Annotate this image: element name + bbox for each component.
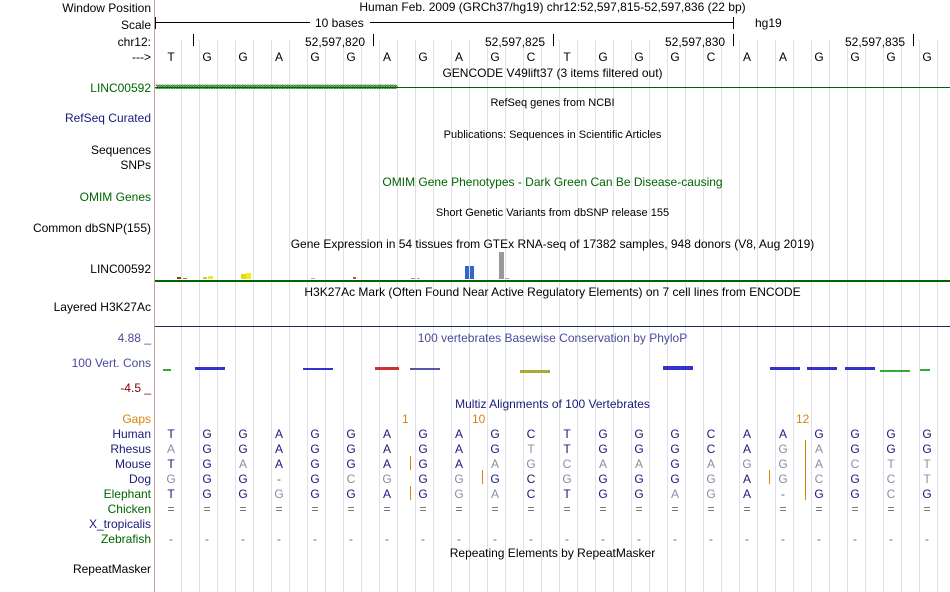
sequence-base: A [778, 50, 787, 64]
alignment-base-human: G [670, 427, 680, 441]
grid-line [865, 40, 866, 592]
snps-label[interactable]: SNPs [120, 158, 151, 172]
gap-marker [769, 470, 770, 484]
alignment-base-human: G [238, 427, 248, 441]
alignment-base-rhesus: G [310, 442, 320, 456]
scale-bar-label: 10 bases [315, 16, 364, 30]
alignment-base-elephant: A [490, 487, 499, 501]
alignment-base-elephant: G [454, 487, 464, 501]
alignment-base-mouse: A [490, 457, 499, 471]
sequence-base: A [274, 50, 283, 64]
alignment-base-chicken: = [419, 502, 427, 516]
alignment-base-dog: G [706, 472, 716, 486]
alignment-base-elephant: A [382, 487, 391, 501]
alignment-base-dog: G [166, 472, 176, 486]
sequence-base: G [238, 50, 248, 64]
grid-line [253, 40, 254, 592]
alignment-base-zebrafish: - [601, 532, 605, 546]
alignment-base-dog: - [277, 472, 281, 486]
sequence-base: G [670, 50, 680, 64]
alignment-base-rhesus: G [238, 442, 248, 456]
alignment-base-elephant: T [563, 487, 571, 501]
alignment-base-chicken: = [671, 502, 679, 516]
gap-count-label: 1 [402, 412, 409, 426]
alignment-base-zebrafish: - [313, 532, 317, 546]
sequence-base: A [382, 50, 391, 64]
alignment-base-zebrafish: - [853, 532, 857, 546]
alignment-base-human: C [526, 427, 536, 441]
alignment-base-chicken: = [491, 502, 499, 516]
gap-marker [805, 440, 806, 500]
grid-line [937, 40, 938, 592]
alignment-base-human: G [814, 427, 824, 441]
alignment-base-mouse: G [346, 457, 356, 471]
alignment-base-mouse: G [310, 457, 320, 471]
alignment-base-zebrafish: - [637, 532, 641, 546]
chromosome-label: chr12: [117, 35, 151, 49]
position-tick [913, 34, 914, 46]
sequence-base: G [850, 50, 860, 64]
alignment-base-zebrafish: - [709, 532, 713, 546]
alignment-base-elephant: G [922, 487, 932, 501]
scale-db-label: hg19 [755, 16, 782, 30]
alignment-base-elephant: G [310, 487, 320, 501]
alignment-base-chicken: = [527, 502, 535, 516]
alignment-base-dog: T [923, 472, 931, 486]
alignment-base-chicken: = [923, 502, 931, 516]
alignment-base-chicken: = [275, 502, 283, 516]
alignment-base-human: G [346, 427, 356, 441]
alignment-base-elephant: - [781, 487, 785, 501]
window-position-label: Window Position [62, 1, 151, 15]
alignment-base-human: G [634, 427, 644, 441]
alignment-base-zebrafish: - [673, 532, 677, 546]
sequence-base: G [490, 50, 500, 64]
sequence-base: G [598, 50, 608, 64]
scale-bar-right [370, 22, 733, 23]
alignment-base-dog: G [310, 472, 320, 486]
alignment-base-zebrafish: - [889, 532, 893, 546]
grid-line [397, 40, 398, 592]
alignment-base-dog: A [742, 472, 751, 486]
alignment-base-chicken: = [779, 502, 787, 516]
alignment-base-rhesus: A [742, 442, 751, 456]
grid-line [577, 40, 578, 592]
sequence-base: C [526, 50, 536, 64]
phylop-track-title: 100 vertebrates Basewise Conservation by PhyloP [417, 331, 688, 345]
position-label: 52,597,825 [485, 35, 546, 49]
position-tick [553, 34, 554, 46]
sequence-base: G [418, 50, 428, 64]
window-position-text: Human Feb. 2009 (GRCh37/hg19) chr12:52,597,815-52,597,836 (22 bp) [359, 0, 746, 14]
alignment-base-elephant: G [418, 487, 428, 501]
alignment-base-zebrafish: - [385, 532, 389, 546]
alignment-base-mouse: G [742, 457, 752, 471]
gap-count-label: 10 [472, 412, 486, 426]
position-label: 52,597,835 [845, 35, 906, 49]
alignment-base-rhesus: A [814, 442, 823, 456]
refseq-track-title: RefSeq genes from NCBI [490, 97, 615, 109]
alignment-base-zebrafish: - [925, 532, 929, 546]
gtex-track-title: Gene Expression in 54 tissues from GTEx RNA-seq of 17382 samples, 948 donors (V8, Aug 2019) [290, 237, 815, 251]
alignment-base-mouse: T [887, 457, 895, 471]
h3k27ac-track-title: H3K27Ac Mark (Often Found Near Active Regulatory Elements) on 7 cell lines from ENCODE [304, 285, 801, 299]
sequence-base: G [202, 50, 212, 64]
alignment-base-rhesus: G [490, 442, 500, 456]
alignment-base-mouse: A [598, 457, 607, 471]
alignment-base-human: A [454, 427, 463, 441]
alignment-base-chicken: = [707, 502, 715, 516]
alignment-base-chicken: = [599, 502, 607, 516]
alignment-base-elephant: A [670, 487, 679, 501]
species-xtropicalis-label[interactable]: X_tropicalis [88, 517, 151, 531]
position-label: 52,597,830 [665, 35, 726, 49]
grid-line [829, 40, 830, 592]
alignment-base-elephant: G [202, 487, 212, 501]
alignment-base-rhesus: C [706, 442, 716, 456]
grid-line [613, 40, 614, 592]
alignment-base-elephant: C [886, 487, 896, 501]
alignment-base-elephant: G [706, 487, 716, 501]
scale-bar-left [155, 22, 310, 23]
alignment-base-mouse: T [923, 457, 931, 471]
alignment-base-rhesus: G [598, 442, 608, 456]
alignment-base-rhesus: T [527, 442, 535, 456]
publications-track-title: Publications: Sequences in Scientific Articles [443, 129, 662, 141]
alignment-base-mouse: A [382, 457, 391, 471]
alignment-base-dog: C [886, 472, 896, 486]
alignment-base-elephant: C [526, 487, 536, 501]
alignment-base-rhesus: G [634, 442, 644, 456]
alignment-base-dog: G [454, 472, 464, 486]
alignment-base-human: G [886, 427, 896, 441]
alignment-base-human: G [490, 427, 500, 441]
omim-track-title: OMIM Gene Phenotypes - Dark Green Can Be Disease-causing [382, 175, 723, 189]
sequence-base: G [814, 50, 824, 64]
alignment-base-zebrafish: - [565, 532, 569, 546]
alignment-base-chicken: = [563, 502, 571, 516]
multiz-track-title: Multiz Alignments of 100 Vertebrates [455, 397, 650, 411]
alignment-base-human: A [382, 427, 391, 441]
alignment-base-rhesus: A [454, 442, 463, 456]
alignment-base-human: G [418, 427, 428, 441]
alignment-base-chicken: = [203, 502, 211, 516]
grid-line [649, 40, 650, 592]
alignment-base-mouse: A [814, 457, 823, 471]
grid-line [505, 40, 506, 592]
sequence-base: A [742, 50, 751, 64]
species-human-label[interactable]: Human [112, 427, 151, 441]
grid-line [685, 40, 686, 592]
dbsnp-label[interactable]: Common dbSNP(155) [32, 221, 151, 235]
sequence-base: A [454, 50, 463, 64]
alignment-base-rhesus: A [274, 442, 283, 456]
grid-line [433, 40, 434, 592]
alignment-base-dog: G [490, 472, 500, 486]
alignment-base-rhesus: G [418, 442, 428, 456]
alignment-base-chicken: = [383, 502, 391, 516]
gtex-gene-label[interactable]: LINC00592 [90, 262, 151, 276]
scale-bar-left-end [155, 17, 156, 29]
alignment-base-elephant: G [850, 487, 860, 501]
alignment-base-zebrafish: - [457, 532, 461, 546]
alignment-base-elephant: A [742, 487, 751, 501]
alignment-base-dog: G [238, 472, 248, 486]
alignment-base-zebrafish: - [817, 532, 821, 546]
alignment-base-human: A [778, 427, 787, 441]
gap-marker [410, 456, 411, 470]
grid-line [469, 40, 470, 592]
alignment-base-dog: C [814, 472, 824, 486]
alignment-base-human: G [922, 427, 932, 441]
alignment-base-mouse: A [238, 457, 247, 471]
sequence-base: T [563, 50, 571, 64]
alignment-base-mouse: A [454, 457, 463, 471]
alignment-base-zebrafish: - [349, 532, 353, 546]
gencode-gene-label[interactable]: LINC00592 [90, 81, 151, 95]
h3k27ac-baseline [155, 326, 950, 327]
scale-label: Scale [120, 18, 151, 32]
species-elephant-label[interactable]: Elephant [103, 487, 151, 501]
alignment-base-dog: G [670, 472, 680, 486]
alignment-base-chicken: = [887, 502, 895, 516]
alignment-base-elephant: T [167, 487, 175, 501]
dbsnp-track-title: Short Genetic Variants from dbSNP release 155 [435, 207, 670, 219]
alignment-base-zebrafish: - [205, 532, 209, 546]
track-image-area[interactable] [155, 0, 950, 592]
alignment-base-human: A [274, 427, 283, 441]
alignment-base-dog: G [382, 472, 392, 486]
position-label: 52,597,820 [305, 35, 366, 49]
alignment-base-zebrafish: - [529, 532, 533, 546]
alignment-base-human: G [598, 427, 608, 441]
gap-marker [482, 470, 483, 484]
alignment-base-chicken: = [167, 502, 175, 516]
alignment-base-mouse: A [706, 457, 715, 471]
sequence-base: G [922, 50, 932, 64]
alignment-base-zebrafish: - [745, 532, 749, 546]
alignment-base-mouse: G [526, 457, 536, 471]
alignment-base-mouse: C [850, 457, 860, 471]
alignment-base-rhesus: G [886, 442, 896, 456]
position-tick [373, 34, 374, 46]
gaps-label: Gaps [122, 412, 151, 426]
omim-genes-label[interactable]: OMIM Genes [79, 190, 151, 204]
alignment-base-zebrafish: - [169, 532, 173, 546]
alignment-base-dog: G [598, 472, 608, 486]
alignment-base-rhesus: A [382, 442, 391, 456]
alignment-base-elephant: G [274, 487, 284, 501]
sequence-base: G [310, 50, 320, 64]
position-tick [193, 34, 194, 46]
position-tick [733, 34, 734, 46]
sequence-base: T [167, 50, 175, 64]
alignment-base-human: G [850, 427, 860, 441]
alignment-base-dog: G [778, 472, 788, 486]
grid-line [721, 40, 722, 592]
alignment-base-rhesus: G [922, 442, 932, 456]
alignment-base-elephant: G [634, 487, 644, 501]
species-mouse-label[interactable]: Mouse [114, 457, 151, 471]
alignment-base-rhesus: G [778, 442, 788, 456]
alignment-base-rhesus: G [850, 442, 860, 456]
alignment-base-zebrafish: - [421, 532, 425, 546]
alignment-base-mouse: G [778, 457, 788, 471]
alignment-base-human: T [167, 427, 175, 441]
gap-marker [410, 486, 411, 500]
alignment-base-chicken: = [311, 502, 319, 516]
grid-line [217, 40, 218, 592]
alignment-base-rhesus: T [563, 442, 571, 456]
refseq-curated-label[interactable]: RefSeq Curated [64, 111, 151, 125]
alignment-base-mouse: T [167, 457, 175, 471]
alignment-base-human: C [706, 427, 716, 441]
alignment-base-mouse: G [670, 457, 680, 471]
alignment-base-dog: G [202, 472, 212, 486]
repeatmasker-label[interactable]: RepeatMasker [72, 562, 151, 576]
alignment-base-chicken: = [851, 502, 859, 516]
grid-line [757, 40, 758, 592]
sequences-label[interactable]: Sequences [90, 143, 151, 157]
alignment-base-rhesus: G [670, 442, 680, 456]
alignment-base-mouse: G [418, 457, 428, 471]
alignment-base-human: A [742, 427, 751, 441]
species-zebrafish-label[interactable]: Zebrafish [100, 532, 151, 546]
alignment-base-chicken: = [815, 502, 823, 516]
species-rhesus-label[interactable]: Rhesus [110, 442, 151, 456]
alignment-base-rhesus: G [202, 442, 212, 456]
alignment-base-dog: C [526, 472, 536, 486]
strand-arrow-label: ---> [132, 50, 151, 64]
sequence-base: C [706, 50, 716, 64]
alignment-base-dog: G [418, 472, 428, 486]
species-dog-label[interactable]: Dog [128, 472, 151, 486]
gtex-expression-bars[interactable] [155, 250, 950, 282]
alignment-base-elephant: G [346, 487, 356, 501]
sequence-base: G [886, 50, 896, 64]
alignment-base-dog: C [346, 472, 356, 486]
species-chicken-label[interactable]: Chicken [107, 502, 151, 516]
alignment-base-dog: G [562, 472, 572, 486]
alignment-base-chicken: = [239, 502, 247, 516]
sequence-base: G [346, 50, 356, 64]
grid-line [541, 40, 542, 592]
grid-line [361, 40, 362, 592]
repeatmasker-track-title: Repeating Elements by RepeatMasker [449, 546, 656, 560]
alignment-base-chicken: = [743, 502, 751, 516]
alignment-base-dog: G [850, 472, 860, 486]
h3k27ac-label[interactable]: Layered H3K27Ac [53, 300, 151, 314]
alignment-base-zebrafish: - [781, 532, 785, 546]
phylop-conservation-graph[interactable] [155, 362, 950, 378]
track-labels-panel [0, 0, 155, 592]
alignment-base-elephant: G [814, 487, 824, 501]
gencode-strand-arrows: ››››››››››››››››››››››››››››››››››››››››››››››››››››››››››››››››››››››››››››››››››››››››››››››››››››››››››››››››››››››››››››››››››››››››››››››››› [155, 81, 397, 93]
alignment-base-rhesus: G [346, 442, 356, 456]
alignment-base-human: T [563, 427, 571, 441]
alignment-base-zebrafish: - [241, 532, 245, 546]
gap-count-label: 12 [796, 412, 810, 426]
alignment-base-mouse: C [562, 457, 572, 471]
grid-line [901, 40, 902, 592]
alignment-base-mouse: A [274, 457, 283, 471]
alignment-base-human: G [310, 427, 320, 441]
gencode-track-title: GENCODE V49lift37 (3 items filtered out) [442, 66, 663, 80]
gtex-track-divider [155, 280, 950, 282]
alignment-base-chicken: = [347, 502, 355, 516]
grid-line [181, 40, 182, 592]
alignment-base-zebrafish: - [277, 532, 281, 546]
alignment-base-mouse: A [634, 457, 643, 471]
phylop-min-label: -4.5 _ [120, 381, 151, 395]
alignment-base-zebrafish: - [493, 532, 497, 546]
alignment-base-elephant: G [598, 487, 608, 501]
grid-line [793, 40, 794, 592]
alignment-base-dog: G [634, 472, 644, 486]
alignment-base-chicken: = [635, 502, 643, 516]
alignment-base-rhesus: A [166, 442, 175, 456]
alignment-base-elephant: G [238, 487, 248, 501]
scale-bar-right-end [733, 17, 734, 29]
phylop-max-label: 4.88 _ [117, 331, 151, 345]
alignment-base-human: G [202, 427, 212, 441]
vert-cons-label[interactable]: 100 Vert. Cons [71, 356, 151, 370]
grid-line [325, 40, 326, 592]
alignment-base-mouse: G [202, 457, 212, 471]
sequence-base: G [634, 50, 644, 64]
alignment-base-chicken: = [455, 502, 463, 516]
grid-line [289, 40, 290, 592]
